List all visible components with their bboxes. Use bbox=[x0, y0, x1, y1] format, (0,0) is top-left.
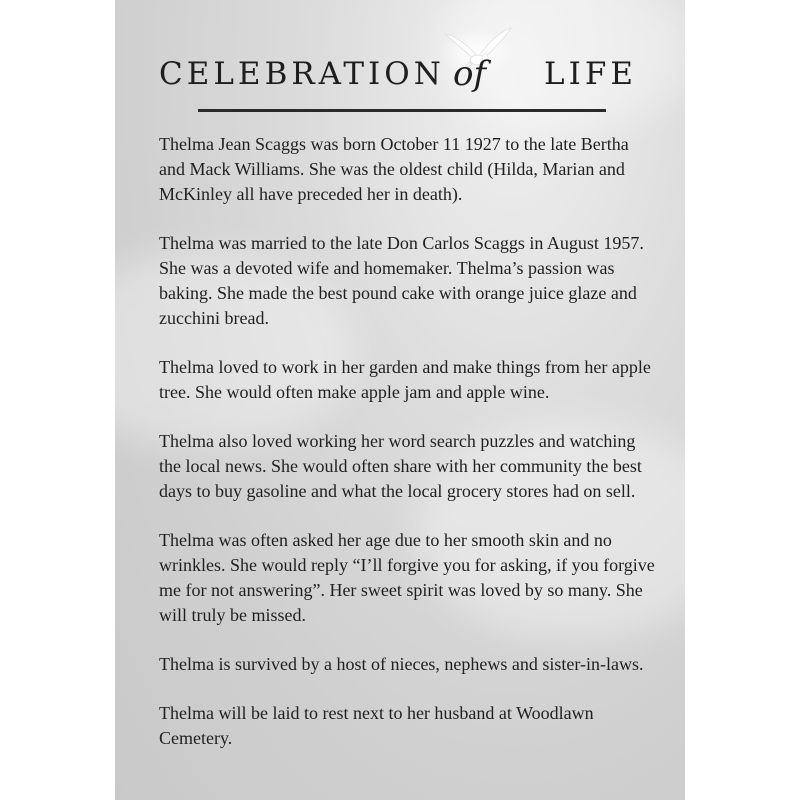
paragraph: Thelma loved to work in her garden and make things from her apple tree. She would often make apple jam and apple wine. bbox=[159, 357, 651, 402]
paragraph: Thelma also loved working her word search puzzles and watching the local news. She would often share with her community the best days to buy gasoline and what the local grocery stores had on sell. bbox=[159, 431, 642, 501]
paragraph: Thelma was married to the late Don Carlos Scaggs in August 1957. She was a devoted wife and homemaker. Thelma’s passion was baking. She made the best pound cake with orange juice glaze and zucchini bread. bbox=[159, 233, 644, 328]
obituary-text bbox=[159, 132, 659, 775]
title-life: LIFE bbox=[544, 56, 637, 92]
title-celebration: CELEBRATION bbox=[159, 56, 445, 92]
title-of: of bbox=[453, 54, 487, 94]
paragraph: Thelma Jean Scaggs was born October 11 1927 to the late Bertha and Mack Williams. She was the oldest child (Hilda, Marian and McKinley all have preceded her in death). bbox=[159, 134, 629, 204]
paragraph: Thelma will be laid to rest next to her husband at Woodlawn Cemetery. bbox=[159, 703, 594, 748]
memorial-card bbox=[115, 0, 685, 800]
paragraph: Thelma is survived by a host of nieces, nephews and sister-in-laws. bbox=[159, 654, 644, 674]
page-header bbox=[115, 44, 685, 94]
header-divider bbox=[198, 109, 606, 112]
paragraph: Thelma was often asked her age due to her smooth skin and no wrinkles. She would reply “I’ll forgive you for asking, if you forgive me for not answering”. Her sweet spirit was loved by so many. She will truly be missed. bbox=[159, 530, 655, 625]
